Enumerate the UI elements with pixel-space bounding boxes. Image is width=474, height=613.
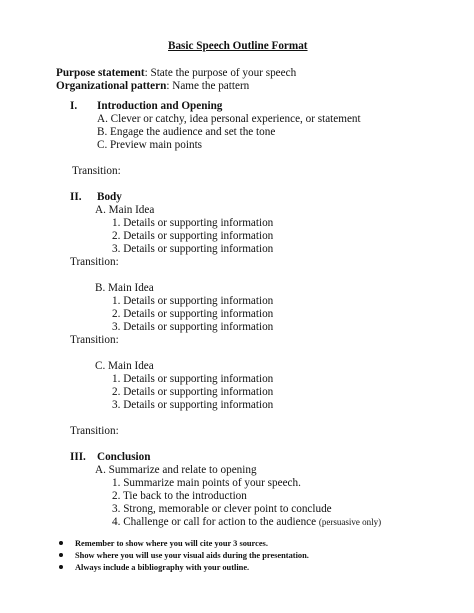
main-idea-b-detail-1: 1. Details or supporting information xyxy=(112,295,274,307)
main-idea-c: C. Main Idea xyxy=(95,360,154,372)
organizational-pattern xyxy=(56,80,249,93)
section-1-numeral: I. xyxy=(70,100,78,112)
main-idea-b-detail-2: 2. Details or supporting information xyxy=(112,308,274,320)
section-1-item-c: C. Preview main points xyxy=(97,139,203,151)
transition-3: Transition: xyxy=(70,334,119,346)
main-idea-c-detail-2: 2. Details or supporting information xyxy=(112,386,274,398)
note-2: Show where you will use your visual aids during the presentation. xyxy=(75,551,309,560)
note-3: Always include a bibliography with your outline. xyxy=(75,563,250,572)
bullet-icon xyxy=(59,541,63,545)
document-title: Basic Speech Outline Format xyxy=(168,40,308,52)
main-idea-c-detail-3: 3. Details or supporting information xyxy=(112,399,274,411)
main-idea-a-detail-2: 2. Details or supporting information xyxy=(112,230,274,242)
note-1: Remember to show where you will cite your 3 sources. xyxy=(75,539,268,548)
transition-2: Transition: xyxy=(70,256,119,268)
persuasive-note: (persuasive only) xyxy=(318,517,382,527)
purpose-statement xyxy=(56,67,296,80)
conclusion-point-3: 3. Strong, memorable or clever point to conclude xyxy=(112,503,332,515)
conclusion-point-4 xyxy=(112,516,381,529)
main-idea-c-detail-1: 1. Details or supporting information xyxy=(112,373,274,385)
main-idea-b: B. Main Idea xyxy=(95,282,154,294)
org-text: : Name the pattern xyxy=(166,80,250,92)
section-2-heading: Body xyxy=(97,191,122,203)
section-1-heading: Introduction and Opening xyxy=(97,100,223,112)
transition-1: Transition: xyxy=(72,165,121,177)
transition-4: Transition: xyxy=(70,425,119,437)
main-idea-a: A. Main Idea xyxy=(95,204,155,216)
purpose-label: Purpose statement xyxy=(56,67,145,79)
purpose-text: : State the purpose of your speech xyxy=(144,67,297,79)
section-2-numeral: II. xyxy=(70,191,82,203)
section-1-item-b: B. Engage the audience and set the tone xyxy=(97,126,276,138)
conclusion-a: A. Summarize and relate to opening xyxy=(95,464,257,476)
main-idea-a-detail-3: 3. Details or supporting information xyxy=(112,243,274,255)
section-1-item-a: A. Clever or catchy, idea personal experience, or statement xyxy=(97,113,361,125)
main-idea-b-detail-3: 3. Details or supporting information xyxy=(112,321,274,333)
conclusion-point-4-text: 4. Challenge or call for action to the audience xyxy=(112,516,317,528)
section-3-numeral: III. xyxy=(70,451,86,463)
section-3-heading: Conclusion xyxy=(97,451,151,463)
main-idea-a-detail-1: 1. Details or supporting information xyxy=(112,217,274,229)
org-label: Organizational pattern xyxy=(56,80,167,92)
bullet-icon xyxy=(59,565,63,569)
conclusion-point-1: 1. Summarize main points of your speech. xyxy=(112,477,301,489)
conclusion-point-2: 2. Tie back to the introduction xyxy=(112,490,247,502)
bullet-icon xyxy=(59,553,63,557)
